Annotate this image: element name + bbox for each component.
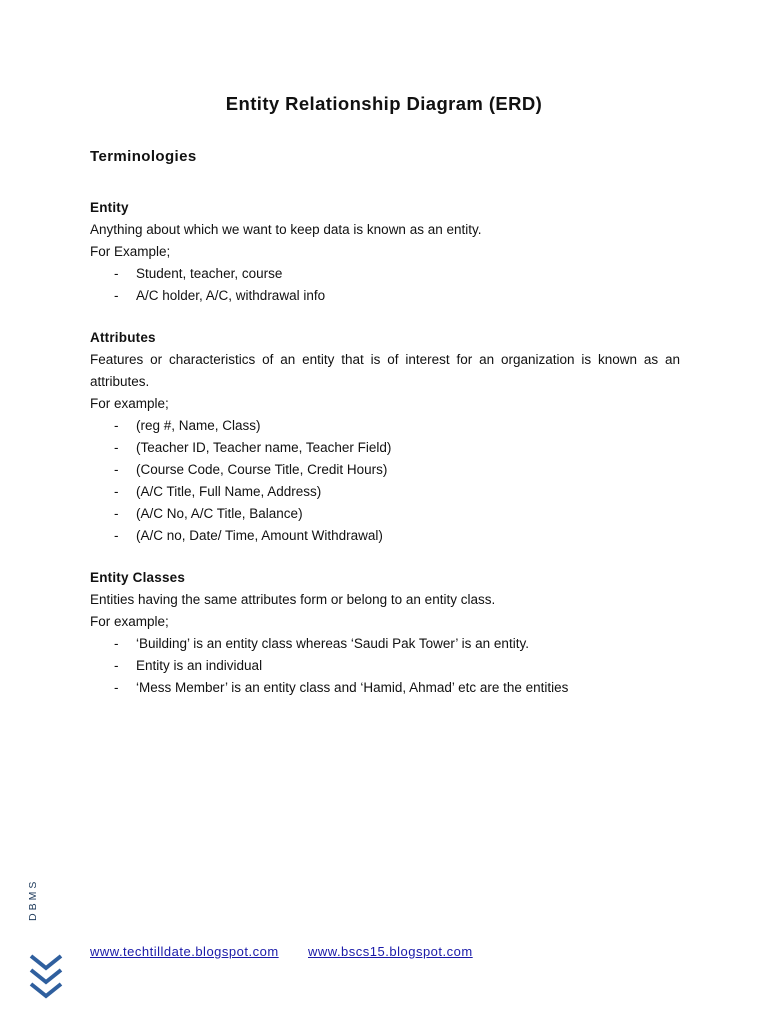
attributes-example-label: For example; — [90, 396, 169, 411]
section-heading-terminologies: Terminologies — [90, 148, 197, 165]
document-title: Entity Relationship Diagram (ERD) — [225, 93, 543, 114]
entity-example-label: For Example; — [90, 244, 171, 259]
techtilldate-link[interactable]: www.techtilldate.blogspot.com — [90, 944, 279, 959]
list-item: - (Course Code, Course Title, Credit Hours) — [90, 459, 680, 481]
entity-classes-section — [90, 567, 680, 699]
list-item: - A/C holder, A/C, withdrawal info — [90, 285, 680, 307]
list-item: - ‘Mess Member’ is an entity class and ‘Hamid, Ahmad’ etc are the entities — [90, 677, 680, 699]
attributes-example-list — [90, 415, 680, 547]
entity-classes-definition: Entities having the same attributes form or belong to an entity class. — [90, 592, 496, 607]
chevron-down-icon — [28, 952, 64, 1004]
list-item: - Entity is an individual — [90, 655, 680, 677]
list-item: - (A/C no, Date/ Time, Amount Withdrawal) — [90, 525, 680, 547]
attributes-section — [90, 327, 680, 547]
list-item: - (Teacher ID, Teacher name, Teacher Field) — [90, 437, 680, 459]
entity-example-list — [90, 263, 680, 307]
list-item: - ‘Building’ is an entity class whereas ‘Saudi Pak Tower’ is an entity. — [90, 633, 680, 655]
bscs15-link[interactable]: www.bscs15.blogspot.com — [308, 944, 473, 959]
entity-heading: Entity — [90, 200, 129, 215]
entity-classes-heading: Entity Classes — [90, 570, 186, 585]
entity-section — [90, 197, 680, 307]
entity-definition: Anything about which we want to keep data is known as an entity. — [90, 222, 482, 237]
list-item: - (A/C Title, Full Name, Address) — [90, 481, 680, 503]
entity-classes-example-list — [90, 633, 680, 699]
attributes-heading: Attributes — [90, 330, 156, 345]
attributes-definition: Features or characteristics of an entity that is of interest for an organization is known as an attributes. — [90, 352, 680, 389]
entity-classes-example-label: For example; — [90, 614, 169, 629]
list-item: - (A/C No, A/C Title, Balance) — [90, 503, 680, 525]
list-item: - Student, teacher, course — [90, 263, 680, 285]
dbms-side-label: DBMS — [27, 878, 39, 922]
list-item: - (reg #, Name, Class) — [90, 415, 680, 437]
